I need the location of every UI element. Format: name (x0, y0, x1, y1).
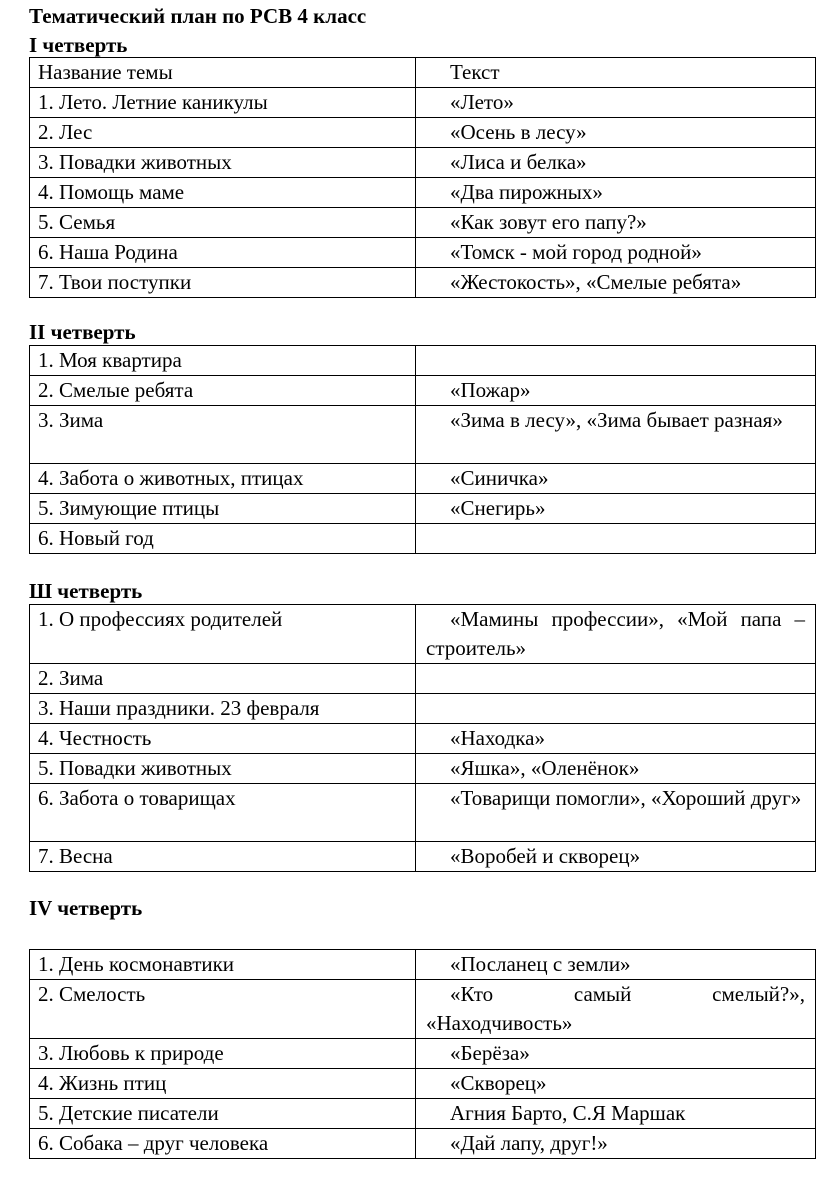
quarter-2-table (29, 345, 816, 554)
table-row (30, 178, 816, 208)
quarter-4-heading: IV четверть (29, 896, 143, 920)
topic-cell: 4. Жизнь птиц (30, 1069, 416, 1099)
text-cell: «Пожар» (416, 376, 816, 406)
text-cell: «Как зовут его папу?» (416, 208, 816, 238)
table-row (30, 784, 816, 842)
text-cell: «Воробей и скворец» (416, 842, 816, 872)
table-row (30, 605, 816, 664)
topic-cell: 6. Собака – друг человека (30, 1129, 416, 1159)
topic-cell: 1. Моя квартира (30, 346, 416, 376)
table-row (30, 238, 816, 268)
topic-cell: 3. Зима (30, 406, 416, 464)
text-cell: «Скворец» (416, 1069, 816, 1099)
topic-cell: 7. Твои поступки (30, 268, 416, 298)
table-row (30, 268, 816, 298)
table-row (30, 208, 816, 238)
text-cell: «Посланец с земли» (416, 950, 816, 980)
topic-cell: 4. Забота о животных, птицах (30, 464, 416, 494)
text-cell: «Осень в лесу» (416, 118, 816, 148)
text-cell: «Берёза» (416, 1039, 816, 1069)
table-row (30, 842, 816, 872)
topic-cell: 2. Смелость (30, 980, 416, 1039)
topic-cell: 4. Честность (30, 724, 416, 754)
topic-cell: 6. Забота о товарищах (30, 784, 416, 842)
topic-cell: 5. Детские писатели (30, 1099, 416, 1129)
topic-cell: 3. Повадки животных (30, 148, 416, 178)
topic-cell: 2. Зима (30, 664, 416, 694)
text-cell: «Жестокость», «Смелые ребята» (416, 268, 816, 298)
text-cell: «Зима в лесу», «Зима бывает разная» (416, 406, 816, 464)
topic-cell: 1. День космонавтики (30, 950, 416, 980)
text-cell: «Лето» (416, 88, 816, 118)
table-row (30, 406, 816, 464)
table-row (30, 1099, 816, 1129)
text-cell: «Синичка» (416, 464, 816, 494)
table-row (30, 724, 816, 754)
quarter-4-table (29, 949, 816, 1159)
table-header-row (30, 58, 816, 88)
text-cell: «Томск - мой город родной» (416, 238, 816, 268)
table-row (30, 1069, 816, 1099)
table-row (30, 524, 816, 554)
topic-cell: 5. Повадки животных (30, 754, 416, 784)
table-row (30, 980, 816, 1039)
topic-cell: 3. Наши праздники. 23 февраля (30, 694, 416, 724)
text-cell (416, 524, 816, 554)
table-row (30, 376, 816, 406)
table-row (30, 1039, 816, 1069)
text-cell: «Дай лапу, друг!» (416, 1129, 816, 1159)
topic-cell: 5. Семья (30, 208, 416, 238)
topic-cell: 3. Любовь к природе (30, 1039, 416, 1069)
topic-cell: 2. Лес (30, 118, 416, 148)
text-cell: «Кто самый смелый?», «Находчивость» (416, 980, 816, 1039)
table-row (30, 950, 816, 980)
table-row (30, 694, 816, 724)
table-row (30, 664, 816, 694)
quarter-3-table (29, 604, 816, 872)
table-row (30, 346, 816, 376)
text-cell: «Находка» (416, 724, 816, 754)
table-row (30, 464, 816, 494)
table-row (30, 118, 816, 148)
text-cell: Агния Барто, С.Я Маршак (416, 1099, 816, 1129)
quarter-3-heading: Ш четверть (29, 579, 143, 603)
text-cell: «Товарищи помогли», «Хороший друг» (416, 784, 816, 842)
table-row (30, 88, 816, 118)
text-cell: «Снегирь» (416, 494, 816, 524)
topic-cell: 1. Лето. Летние каникулы (30, 88, 416, 118)
topic-cell: 2. Смелые ребята (30, 376, 416, 406)
column-header-topic: Название темы (30, 58, 416, 88)
topic-cell: 6. Новый год (30, 524, 416, 554)
text-cell: «Лиса и белка» (416, 148, 816, 178)
topic-cell: 4. Помощь маме (30, 178, 416, 208)
table-row (30, 754, 816, 784)
document-title: Тематический план по РСВ 4 класс (29, 4, 367, 28)
table-row (30, 494, 816, 524)
topic-cell: 7. Весна (30, 842, 416, 872)
topic-cell: 5. Зимующие птицы (30, 494, 416, 524)
text-cell (416, 694, 816, 724)
quarter-1-heading: I четверть (29, 33, 128, 57)
table-row (30, 1129, 816, 1159)
table-row (30, 148, 816, 178)
text-cell: «Яшка», «Оленёнок» (416, 754, 816, 784)
text-cell (416, 346, 816, 376)
column-header-text: Текст (416, 58, 816, 88)
text-cell: «Два пирожных» (416, 178, 816, 208)
quarter-2-heading: II четверть (29, 320, 136, 344)
text-cell: «Мамины профессии», «Мой папа – строитель» (416, 605, 816, 664)
topic-cell: 6. Наша Родина (30, 238, 416, 268)
topic-cell: 1. О профессиях родителей (30, 605, 416, 664)
quarter-1-table (29, 57, 816, 298)
text-cell (416, 664, 816, 694)
